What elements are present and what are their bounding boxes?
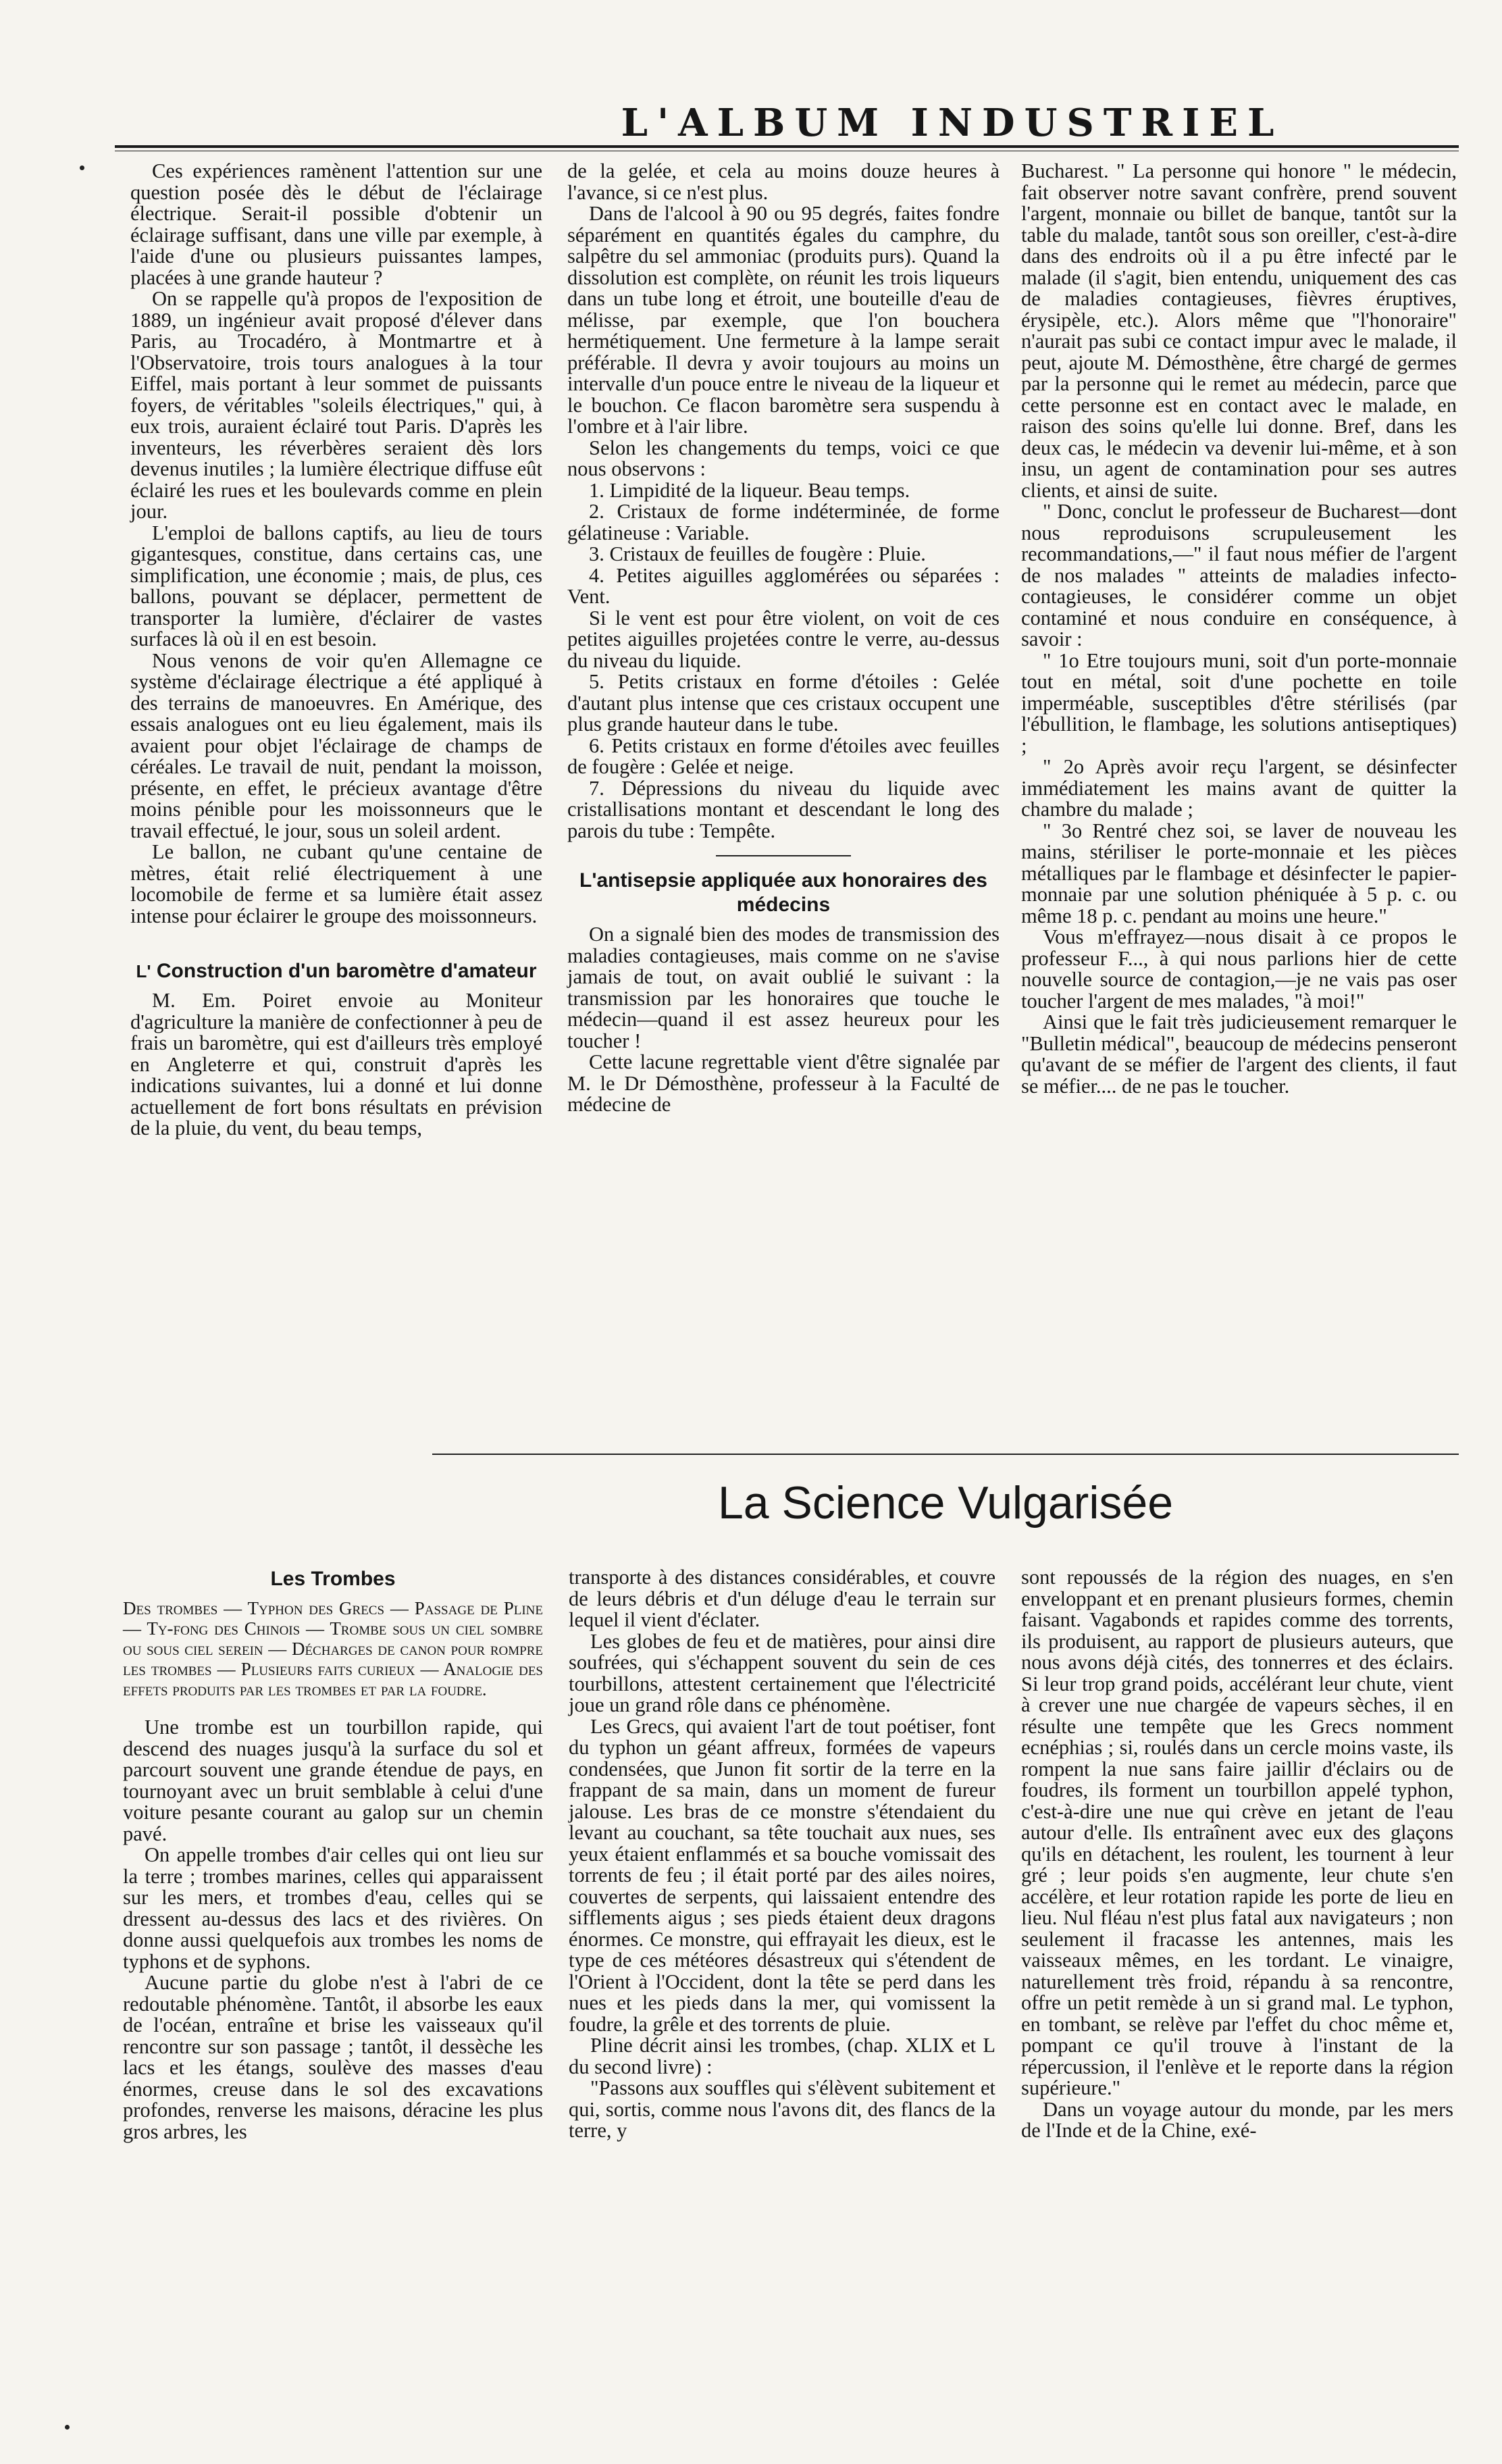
paragraph: 5. Petits cristaux en forme d'étoiles : Gelée d'autant plus intense que ces cristaux occupent une plus grande hauteur dans le tube.: [567, 670, 1000, 736]
column-6: [1021, 1567, 1453, 2142]
trombes-heading: Les Trombes: [270, 1568, 396, 1590]
paragraph: "Passons aux souffles qui s'élèvent subitement et qui, sortis, comme nous l'avons dit, des flancs de la terre, y: [569, 2076, 995, 2142]
paragraph: 6. Petits cristaux en forme d'étoiles avec feuilles de fougère : Gelée et neige.: [567, 734, 1000, 778]
paragraph: Pline décrit ainsi les trombes, (chap. XLIX et L du second livre) :: [569, 2034, 995, 2078]
paragraph: Vous m'effrayez—nous disait à ce propos le professeur F..., à qui nous parlions hier de cette nouvelle source de contagion,—je ne vais pas oser toucher l'argent de mes malades, "à moi!": [1021, 925, 1457, 1012]
paragraph: " Donc, conclut le professeur de Bucharest—dont nous reproduisons scrupuleusement les recommandations,—" il faut nous méfier de l'argent de nos malades " atteints de maladies infecto-contagieuses, le considérer comme un objet contaminé et nous conduire en conséquence, à savoir :: [1021, 500, 1457, 650]
column-5: [569, 1567, 995, 2142]
column-2: [567, 161, 1000, 1116]
paragraph: Nous venons de voir qu'en Allemagne ce système d'éclairage électrique a été appliqué à des terrains de manoeuvres. En Amérique, des essais analogues ont eu lieu également, mais ils avaient pour objet l'éclairage de champs de céréales. Le travail de nuit, pendant la moisson, présente, en effet, le précieux avantage d'être moins pénible pour les moissonneurs que le travail effectué, le jour, sous un soleil ardent.: [130, 648, 542, 842]
paragraph: On se rappelle qu'à propos de l'exposition de 1889, un ingénieur avait proposé d'élever dans Paris, au Trocadéro, à Montmartre et à l'Observatoire, trois tours analogues à la tour Eiffel, mais portant à leur sommet de puissants foyers, de véritables "soleils électriques," qui, à eux trois, auraient éclairé tout Paris. D'après les inventeurs, les réverbères seraient dès lors devenus inutiles ; la lumière électrique diffuse eût éclairé les rues et les boulevards comme en plein jour.: [130, 287, 542, 523]
paragraph: Les Grecs, qui avaient l'art de tout poétiser, font du typhon un géant affreux, formées de vapeurs condensées, que Junon fit sortir de la terre en la frappant de sa main, dans un moment de fureur jalouse. Les bras de ce monstre s'étendaient du levant au couchant, sa tête touchait aux nues, ses yeux étaient enflammés et sa bouche vomissait des torrents de feu ; il était porté par des ailes noires, couvertes de serpents, qui laissaient entendre des sifflements aigus ; ses pieds étaient deux dragons énormes. Ce monstre, qui effrayait les dieux, est le type de ces météores désastreux qui s'étendent de l'Orient à l'Occident, dont la tête se perd dans les nues et les pieds dans la mer, qui vomissent la foudre, la grêle et des torrents de pluie.: [569, 1714, 995, 2036]
paragraph: Cette lacune regrettable vient d'être signalée par M. le Dr Démosthène, professeur à la Faculté de médecine de: [567, 1050, 1000, 1116]
paragraph: Dans un voyage autour du monde, par les mers de l'Inde et de la Chine, exé-: [1021, 2097, 1453, 2142]
column-3: [1021, 161, 1457, 1097]
paragraph: " 3o Rentré chez soi, se laver de nouveau les mains, stériliser le porte-monnaie et les pièces métalliques par le flambage et désinfecter le papier-monnaie par une solution phéniquée à 5 p. c. ou même 18 p. c. pendant au moins une heure.": [1021, 819, 1457, 927]
separator-rule: [716, 855, 851, 856]
paragraph: On appelle trombes d'air celles qui ont lieu sur la terre ; trombes marines, celles qui apparaissent sur les mers, et trombes d'eau, celles qui se dressent au-dessus des lacs et des rivières. On donne aussi quelquefois aux trombes les noms de typhons et de syphons.: [123, 1843, 543, 1973]
barometer-heading-text: Construction d'un baromètre d'amateur: [156, 960, 537, 982]
masthead-rule-thick: [115, 145, 1459, 148]
paragraph: " 2o Après avoir reçu l'argent, se désinfecter immédiatement les mains avant de quitter la chambre du malade ;: [1021, 755, 1457, 821]
paragraph: " 1o Etre toujours muni, soit d'un porte-monnaie tout en métal, soit d'une pochette en toile imperméable, susceptibles d'être stérilisés (par l'ébullition, le flambage, les solutions antiseptiques) ;: [1021, 648, 1457, 757]
column-1: [130, 161, 542, 1139]
paragraph: 7. Dépressions du niveau du liquide avec cristallisations montant et descendant le long des parois du tube : Tempête.: [567, 776, 1000, 842]
paragraph: Bucharest. " La personne qui honore " le médecin, fait observer notre savant confrère, prend souvent l'argent, monnaie ou billet de banque, tantôt sur la table du malade, tantôt sous son oreiller, c'est-à-dire dans des endroits où il a pu être infecté par le malade (il s'agit, bien entendu, uniquement des cas de maladies contagieuses, fièvres éruptives, érysipèle, etc.). Alors même que "l'honoraire" n'aurait pas subi ce contact impur avec le malade, il peut, ajoute M. Démosthène, être chargé de germes par la personne qui le remet au médecin, parce que cette personne est en contact avec le malade, en raison des soins qu'elle lui donne. Bref, dans les deux cas, le médecin va devenir lui-même, et à son insu, un agent de contamination pour ses autres clients, et ainsi de suite.: [1021, 159, 1457, 502]
paragraph: 4. Petites aiguilles agglomérées ou séparées : Vent.: [567, 563, 1000, 608]
antisepsis-heading: L'antisepsie appliquée aux honoraires des médecins: [579, 869, 987, 916]
margin-dot: [65, 2425, 70, 2430]
section-title: La Science Vulgarisée: [717, 1477, 1174, 1529]
paragraph: Selon les changements du temps, voici ce que nous observons :: [567, 436, 1000, 480]
paragraph: M. Em. Poiret envoie au Moniteur d'agriculture la manière de confectionner à peu de frais un baromètre, qui est d'ailleurs très employé en Angleterre et qui, construit d'après les indications suivantes, lui a donné et lui donne actuellement de fort bons résultats en prévision de la pluie, du vent, du beau temps,: [130, 989, 542, 1139]
paragraph: L'emploi de ballons captifs, au lieu de tours gigantesques, constitue, dans certains cas, une simplification, une économie ; mais, de plus, ces ballons, pouvant se déplacer, permettent de transporter la lumière, d'éclairer de vastes surfaces là où il en est besoin.: [130, 521, 542, 650]
paragraph: 3. Cristaux de feuilles de fougère : Pluie.: [589, 542, 926, 565]
article-summary: Des trombes — Typhon des Grecs — Passage de Pline — Ty-fong des Chinois — Trombe sous un ciel sombre ou sous ciel serein — Décharges de canon pour rompre les trombes — Plusieurs faits curieux — Analogie des effets produits par les trombes et par la foudre.: [123, 1598, 543, 1699]
paragraph: de la gelée, et cela au moins douze heures à l'avance, si ce n'est plus.: [567, 159, 1000, 204]
paragraph: Aucune partie du globe n'est à l'abri de ce redoutable phénomène. Tantôt, il absorbe les eaux de l'océan, entraîne et brise les vaisseaux qu'il rencontre sur son passage ; tantôt, il dessèche les lacs et les étangs, soulève des masses d'eau énormes, creuse dans le sol des excavations profondes, renverse les maisons, déracine les plus gros arbres, les: [123, 1971, 543, 2143]
paragraph: Si le vent est pour être violent, on voit de ces petites aiguilles projetées contre le verre, au-dessus du niveau du liquide.: [567, 606, 1000, 672]
paragraph: 2. Cristaux de forme indéterminée, de forme gélatineuse : Variable.: [567, 500, 1000, 544]
paragraph: transporte à des distances considérables, et couvre de leurs débris et d'un déluge d'eau le terrain sur lequel il vient d'éclater.: [569, 1566, 995, 1631]
paragraph: sont repoussés de la région des nuages, en s'en enveloppant et en prenant plusieurs formes, chemin faisant. Vagabonds et rapides comme des torrents, ils produisent, au rapport de plusieurs auteurs, que nous avons déjà cités, des tonnerres et des éclairs. Si leur trop grand poids, accélérant leur chute, vient à crever une nue chargée de vapeurs sèches, il en résulte une tempête que les Grecs nomment ecnéphias ; si, roulés dans un cercle moins vaste, ils rompent la nue sans faire jaillir d'éclairs ou de foudres, ils forment un tourbillon appelé typhon, c'est-à-dire une nue qui crève en jetant de l'eau autour d'elle. Ils entraînent avec eux des glaçons qu'ils en détachent, les roulent, les tournent à leur gré ; leur poids s'en augmente, leur chute s'en accélère, et leur rotation rapide les porte de lieu en lieu. Nul fléau n'est plus fatal aux navigateurs ; non seulement il fracasse les antennes, mais les vaisseaux mêmes, en les tordant. Le vinaigre, naturellement très froid, répandu à sa rencontre, offre un petit remède à un si grand mal. Le typhon, en tombant, se relève par l'effet du choc même et, pompant ce qu'il trouve à l'instant de la répercussion, il l'enlève et le reporte dans la région supérieure.": [1021, 1566, 1453, 2099]
margin-dot: [80, 165, 84, 170]
column-4: [123, 1567, 543, 2142]
paragraph: Les globes de feu et de matières, pour ainsi dire soufrées, qui s'échappent souvent du sein de ces tourbillons, attestent certainement que l'électricité joue un grand rôle dans ce phénomène.: [569, 1629, 995, 1716]
paragraph: On a signalé bien des modes de transmission des maladies contagieuses, mais comme on ne s'avise jamais de tout, on avait oublié le suivant : la transmission par les honoraires que touche le médecin—quand il est assez heureux pour les toucher !: [567, 923, 1000, 1052]
paragraph: Une trombe est un tourbillon rapide, qui descend des nuages jusqu'à la surface du sol et parcourt souvent une grande étendue de pays, en tournoyant avec un bruit semblable à celui d'une voiture pesante courant au galop sur un chemin pavé.: [123, 1716, 543, 1845]
paragraph: Le ballon, ne cubant qu'une centaine de mètres, était relié électriquement à une locomobile de ferme et sa lumière était assez intense pour éclairer le groupe des moissonneurs.: [130, 840, 542, 927]
paragraph: Ainsi que le fait très judicieusement remarquer le "Bulletin médical", beaucoup de médecins penseront qu'avant de se méfier de l'argent des clients, il faut se méfier.... de ne pas le toucher.: [1021, 1010, 1457, 1098]
section-rule: [432, 1454, 1459, 1455]
heading-mark: L': [136, 961, 151, 981]
masthead: L'ALBUM INDUSTRIEL: [621, 101, 1284, 145]
spacer: [123, 1699, 543, 1717]
paragraph: Dans de l'alcool à 90 ou 95 degrés, faites fondre séparément en quantités égales du camphre, du salpêtre du sel ammoniac (produits purs). Quand la dissolution est complète, on réunit les trois liqueurs dans un tube long et étroit, une bouteille d'eau de mélisse, par exemple, que l'on bouchera hermétiquement. Une fermeture à la lampe serait préférable. Il devra y avoir toujours au moins un intervalle d'un pouce entre le niveau de la liqueur et le bouchon. Ce flacon baromètre sera suspendu à l'ombre et à l'air libre.: [567, 202, 1000, 438]
paragraph: 1. Limpidité de la liqueur. Beau temps.: [589, 478, 910, 502]
paragraph: Ces expériences ramènent l'attention sur une question posée dès le début de l'éclairage électrique. Serait-il possible d'obtenir un éclairage suffisant, dans une ville par exemple, à l'aide d'une ou plusieurs puissantes lampes, placées à une grande hauteur ?: [130, 159, 542, 289]
barometer-heading: [130, 959, 542, 983]
